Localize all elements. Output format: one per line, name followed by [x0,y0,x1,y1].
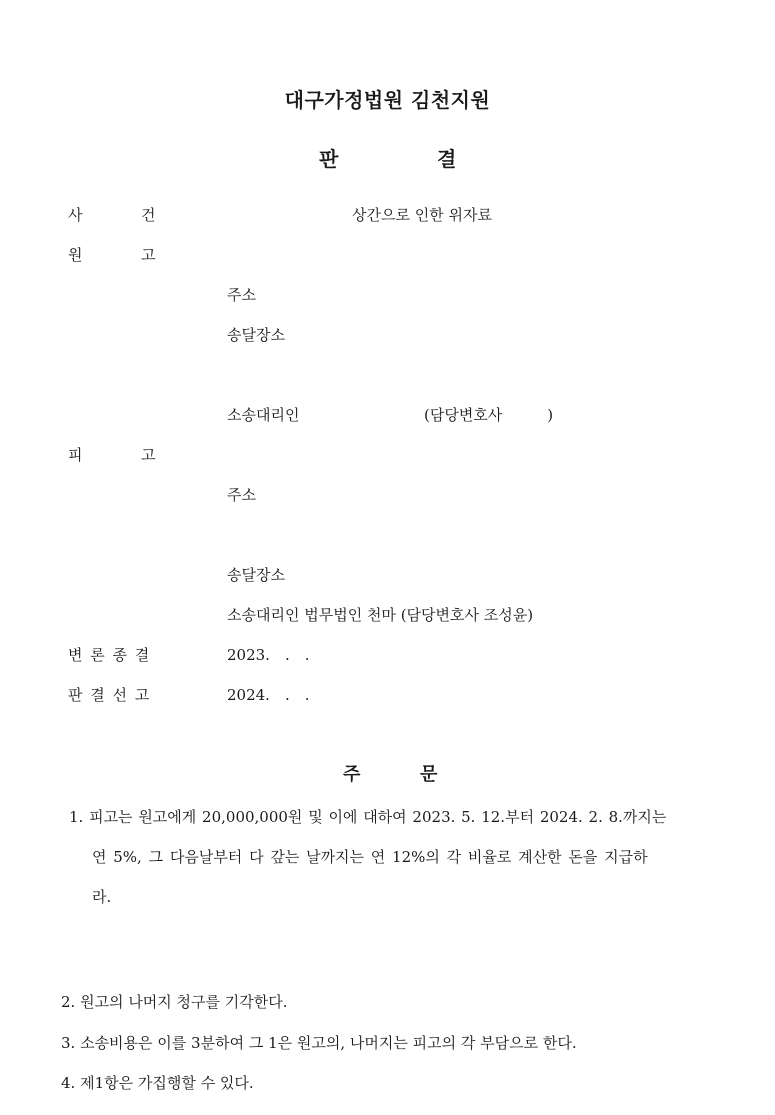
case-value: 상간으로 인한 위자료 [352,206,492,224]
ruling-date: 2024. . . [227,686,310,704]
plaintiff-agent-label: 소송대리인 [227,406,300,424]
order-item-2: 2. 원고의 나머지 청구를 기각한다. [61,993,288,1011]
order-item-3: 3. 소송비용은 이를 3분하여 그 1은 원고의, 나머지는 피고의 각 부담으로 한다. [61,1034,577,1052]
order-item-1-line-1: 1. 피고는 원고에게 20,000,000원 및 이에 대하여 2023. 5. 12.부터 2024. 2. 8.까지는 [69,808,667,826]
court-name: 대구가정법원 김천지원 [284,88,491,112]
order-item-1-line-3: 라. [92,888,112,906]
defendant-label-b: 고 [141,446,156,464]
plaintiff-label-b: 고 [141,246,156,264]
plaintiff-address-label: 주소 [227,286,256,304]
order-heading-left: 주 [343,764,361,785]
case-label-a: 사 [68,206,83,224]
defendant-delivery-label: 송달장소 [227,566,285,584]
closing-label: 변 론 종 결 [68,646,150,664]
plaintiff-delivery-label: 송달장소 [227,326,285,344]
defendant-address-label: 주소 [227,486,256,504]
document-title-right: 결 [437,147,457,171]
defendant-label-a: 피 [68,446,83,464]
defendant-agent-line: 소송대리인 법무법인 천마 (담당변호사 조성윤) [227,606,534,624]
order-item-1-line-2: 연 5%, 그 다음날부터 다 갚는 날까지는 연 12%의 각 비율로 계산한 돈을 지급하 [92,848,648,866]
order-heading-right: 문 [420,764,438,785]
order-item-4: 4. 제1항은 가집행할 수 있다. [61,1074,254,1092]
plaintiff-agent-lawyer: (담당변호사 ) [424,406,554,424]
ruling-label: 판 결 선 고 [68,686,150,704]
closing-date: 2023. . . [227,646,310,664]
document-title-left: 판 [319,147,339,171]
case-label-b: 건 [141,206,156,224]
plaintiff-label-a: 원 [68,246,83,264]
